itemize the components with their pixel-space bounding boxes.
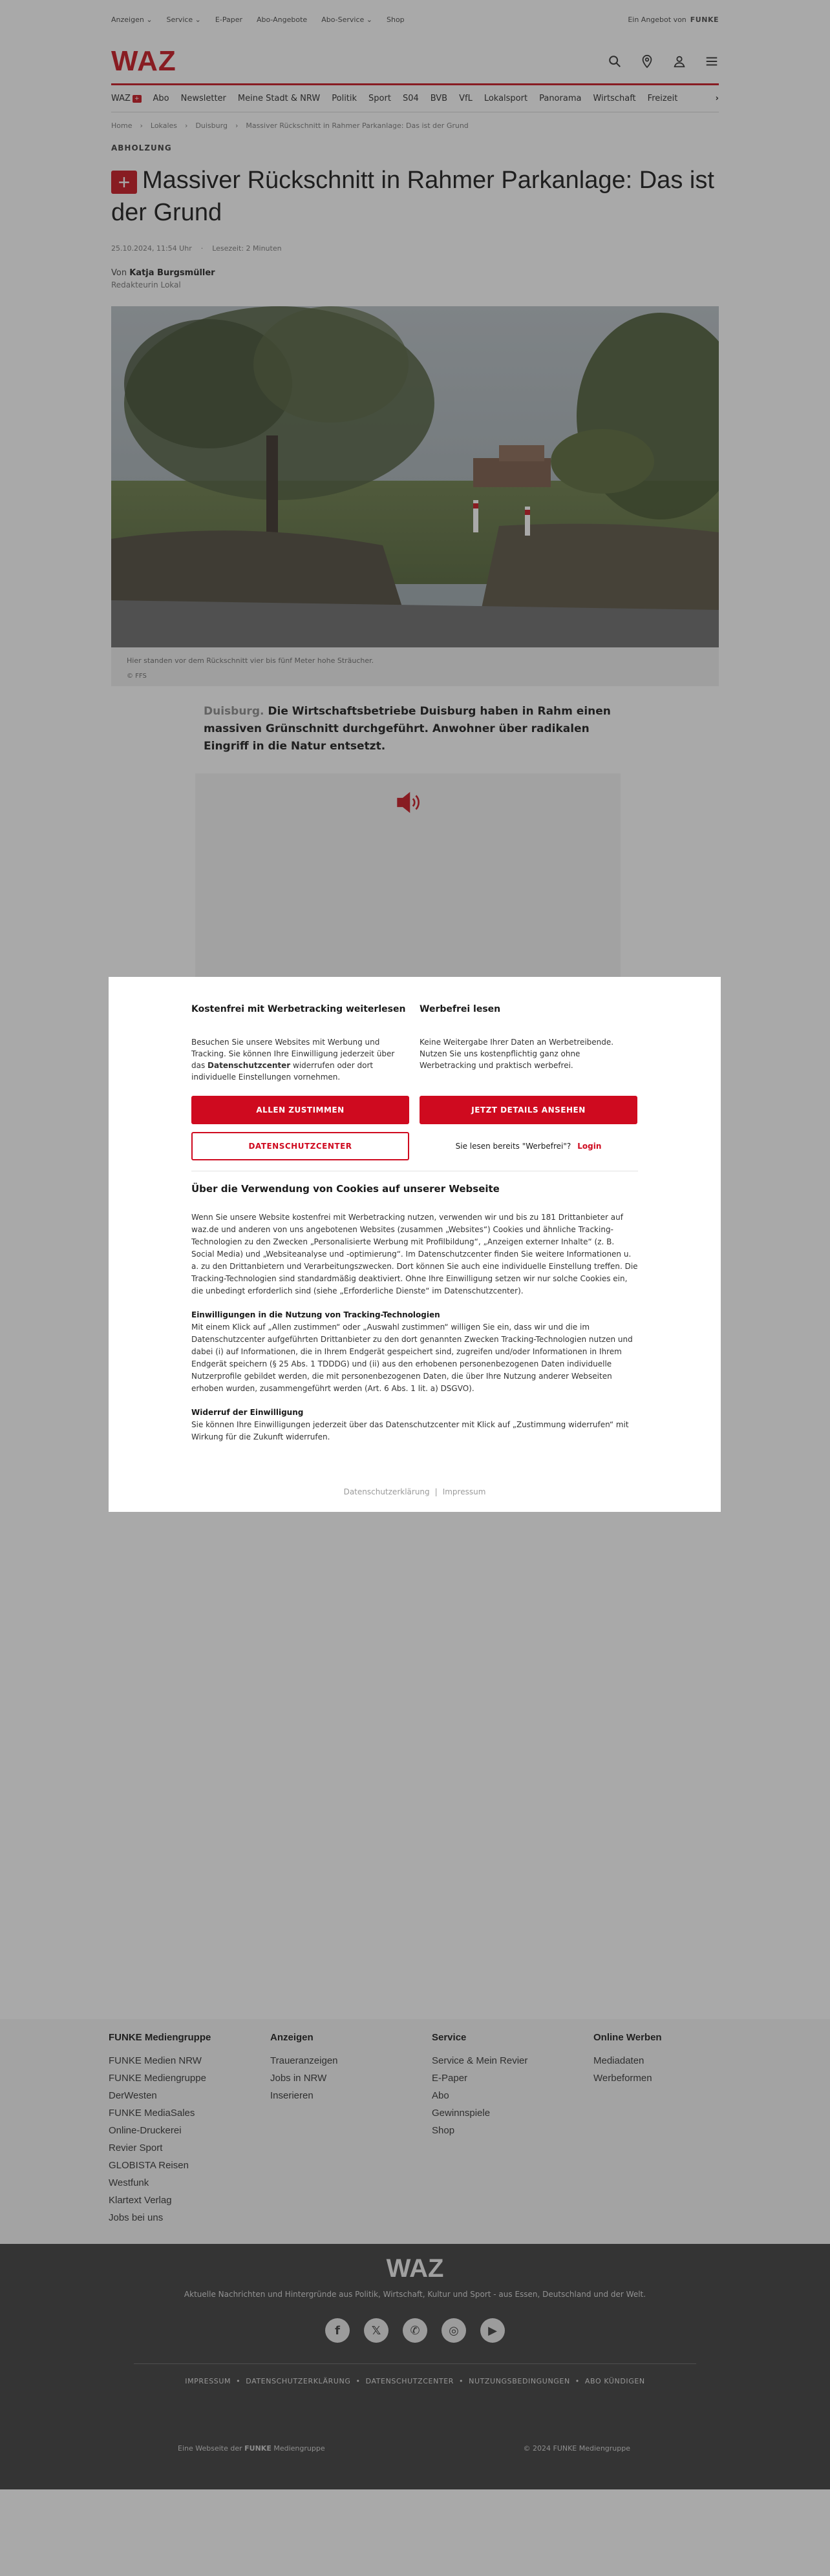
topbar-link[interactable]: Shop [386,15,405,24]
footer-link[interactable]: FUNKE Medien NRW [109,2055,202,2066]
breadcrumb-item[interactable]: Lokales [150,121,178,130]
footer-link[interactable]: FUNKE Mediengruppe [109,2073,206,2084]
datenschutzcenter-link[interactable]: Datenschutzcenter [208,1061,291,1070]
topbar-link[interactable]: Anzeigen ⌄ [111,15,153,24]
nav-item[interactable]: S04 [402,94,419,103]
plus-badge: + [133,95,142,103]
cookie-info-text: Wenn Sie unsere Website kostenfrei mit Werbetracking nutzen, verwenden wir und bis zu 181 Drittanbieter auf waz.de und anderen von uns angebotenen Websites (zusammen „Websites“) Cookies und ähnliche Tracking-Technologien zu den Zwecken „Personalisierte Werbung mit Profilbildung“, „Anzeigen externer Inhalte“ (z. B. Social Media) und „Websiteanalyse und -optimierung“. Im Datenschutzcenter finden Sie weitere Informationen u. a. zu den Drittanbietern und Verarbeitungszwecken. Dort können Sie auch eine individuelle Einstellung treffen. Die Tracking-Technologien sind standardmäßig deaktiviert. Ohne Ihre Einwilligung setzen wir nur solche Cookies ein, die unbedingt erforderlich sind (siehe „Erforderliche Dienste“ im Datenschutzcenter). [191,1213,638,1295]
revocation-text: Widerruf der Einwilligung Sie können Ihre Einwilligungen jederzeit über das Datenschutzcenter mit Klick auf „Zustimmung widerrufen“ mit Wirkung für die Zukunft widerrufen. [191,1408,629,1441]
nav-item[interactable]: Panorama [539,94,582,103]
footer-link[interactable]: Werbeformen [593,2073,652,2084]
topbar-link[interactable]: Abo-Service ⌄ [321,15,372,24]
footer-column-title: Anzeigen [270,2032,314,2043]
footer-link[interactable]: Traueranzeigen [270,2055,338,2066]
privacy-policy-link[interactable]: Datenschutzerklärung [343,1487,430,1496]
topbar-link[interactable]: Service ⌄ [166,15,201,24]
photo-credit: © FFS [127,673,147,680]
imprint-link[interactable]: Impressum [442,1487,486,1496]
footer-link[interactable]: Online-Druckerei [109,2125,182,2136]
footer-column-title: FUNKE Mediengruppe [109,2032,211,2043]
footer-separator: | [434,1487,438,1496]
footer-link[interactable]: Jobs in NRW [270,2073,327,2084]
footer-link[interactable]: Westfunk [109,2177,149,2188]
nav-item[interactable]: Politik [332,94,357,103]
footer-link[interactable]: Klartext Verlag [109,2195,172,2206]
footer-column-title: Online Werben [593,2032,662,2043]
breadcrumb-separator: › [140,121,143,130]
already-subscribed-row: Sie lesen bereits "Werbefrei"? Login [420,1132,637,1160]
consent-option-text: Keine Weitergabe Ihrer Daten an Werbetreibende. Nutzen Sie uns kostenpflichtig ganz ohne Werbetracking und praktisch werbefrei. [420,1038,614,1070]
nav-item[interactable]: Abo [153,94,169,103]
consent-option-title: Kostenfrei mit Werbetracking weiterlesen [191,1004,406,1014]
legal-link-datenschutz[interactable]: DATENSCHUTZERKLÄRUNG [246,2377,351,2385]
waz-logo[interactable]: WAZ [111,45,176,77]
footer-link[interactable]: Mediadaten [593,2055,644,2066]
footer-link[interactable]: DerWesten [109,2090,157,2101]
article-title: + Massiver Rückschnitt in Rahmer Parkanlage: Das ist der Grund [111,167,714,226]
legal-link-datenschutzcenter[interactable]: DATENSCHUTZCENTER [365,2377,454,2385]
article-lead: Duisburg. Die Wirtschaftsbetriebe Duisburg haben in Rahm einen massiven Grünschnitt durchgeführt. Anwohner über radikalen Eingriff in die Natur entsetzt. [204,705,611,753]
nav-item[interactable]: Newsletter [180,94,226,103]
consent-option-tracking [191,998,409,1083]
breadcrumb-separator: › [185,121,188,130]
legal-separator: • [459,2377,464,2385]
nav-item[interactable]: Meine Stadt & NRW [237,94,321,103]
breadcrumb-item[interactable]: Duisburg [195,121,228,130]
consent-option-adfree [420,998,637,1083]
footer-waz-logo[interactable]: WAZ [386,2254,444,2283]
whatsapp-icon[interactable]: ✆ [403,2318,427,2343]
legal-separator: • [575,2377,580,2385]
x-twitter-icon[interactable]: 𝕏 [364,2318,388,2343]
privacy-center-button[interactable]: DATENSCHUTZCENTER [191,1132,409,1160]
caption-text: Hier standen vor dem Rückschnitt vier bis fünf Meter hohe Sträucher. [127,656,374,665]
dateline: Duisburg. [204,705,264,718]
footer-link[interactable]: Abo [432,2090,449,2101]
consent-option-text: Besuchen Sie unsere Websites mit Werbung und Tracking. Sie können Ihre Einwilligung jederzeit über das Datenschutzcenter widerrufen oder dort individuelle Einstellungen vornehmen. [191,1038,395,1082]
meta-separator: · [200,244,204,253]
nav-item[interactable]: Wirtschaft [593,94,636,103]
funke-logo: FUNKE [690,15,719,24]
legal-separator: • [356,2377,361,2385]
offer-prefix: Ein Angebot von [628,15,686,24]
footer-tagline: Aktuelle Nachrichten und Hintergründe aus Politik, Wirtschaft, Kultur und Sport - aus Essen, Deutschland und der Welt. [184,2290,646,2299]
site-owner-note: Eine Webseite der FUNKE Mediengruppe [178,2444,325,2453]
footer-link[interactable]: Revier Sport [109,2142,163,2153]
reading-time: Lesezeit: 2 Minuten [212,244,282,253]
footer-link[interactable]: Inserieren [270,2090,314,2101]
nav-item[interactable]: Lokalsport [484,94,528,103]
legal-link-impressum[interactable]: IMPRESSUM [185,2377,231,2385]
facebook-icon[interactable]: f [325,2318,350,2343]
nav-item[interactable]: BVB [430,94,448,103]
legal-separator: • [236,2377,241,2385]
dialog-footer-links [109,1487,721,1496]
footer-link[interactable]: Service & Mein Revier [432,2055,528,2066]
legal-link-nutzungsbedingungen[interactable]: NUTZUNGSBEDINGUNGEN [469,2377,570,2385]
author-name[interactable]: Katja Burgsmüller [129,268,215,278]
footer-link[interactable]: FUNKE MediaSales [109,2108,195,2119]
article-kicker: ABHOLZUNG [111,143,172,152]
footer-column-title: Service [432,2032,467,2043]
nav-scroll-right-icon[interactable]: › [715,94,719,103]
legal-link-abo-kuendigen[interactable]: ABO KÜNDIGEN [584,2377,645,2385]
footer-link[interactable]: GLOBISTA Reisen [109,2160,189,2171]
consent-usage-text: Einwilligungen in die Nutzung von Tracking-Technologien Mit einem Klick auf „Allen zustimmen“ oder „Auswahl zustimmen“ willigen Sie ein, dass wir und die im Datenschutzcenter aufgeführten Drittanbieter zu den dort genannten Zwecken Tracking-Technologien nutzen und dabei (i) auf Informationen, die in Ihrem Endgerät gespeichert sind, zugreifen und/oder Informationen in Ihrem Endgerät speichern (§ 25 Abs. 1 TDDDG) und (ii) aus den erhobenen personenbezogenen Daten individuelle Nutzerprofile gebildet werden, die mit personenbezogenen Daten, die über Ihre Nutzung anderer Webseiten erhoben wurden, zusammengeführt werden (Art. 6 Abs. 1 lit. a) DSGVO). [191,1310,633,1393]
breadcrumb-current: Massiver Rückschnitt in Rahmer Parkanlage: Das ist der Grund [246,121,469,130]
cookie-info-heading: Über die Verwendung von Cookies auf unserer Webseite [191,1183,500,1195]
accept-all-button[interactable]: ALLEN ZUSTIMMEN [191,1096,409,1124]
topbar-link[interactable]: E-Paper [215,15,242,24]
topbar-link[interactable]: Abo-Angebote [256,15,308,24]
breadcrumb-separator: › [235,121,239,130]
consent-option-title: Werbefrei lesen [420,1004,501,1014]
footer-link[interactable]: Gewinnspiele [432,2108,491,2119]
author-line: Von Katja Burgsmüller [111,268,215,278]
breadcrumb-item[interactable]: Home [111,121,133,130]
view-details-button[interactable]: JETZT DETAILS ANSEHEN [420,1096,637,1124]
nav-item-waz[interactable]: WAZ + [111,94,142,103]
author-role: Redakteurin Lokal [111,280,181,289]
copyright: © 2024 FUNKE Mediengruppe [523,2444,630,2453]
login-link[interactable]: Login [577,1142,602,1151]
cookie-consent-dialog [109,977,721,1512]
nav-item[interactable]: Freizeit [647,94,678,103]
instagram-icon[interactable]: ◎ [442,2318,466,2343]
footer-link[interactable]: Shop [432,2125,455,2136]
plus-article-badge: + [111,171,137,194]
nav-item[interactable]: Sport [368,94,391,103]
footer-link[interactable]: Jobs bei uns [109,2212,164,2223]
youtube-icon[interactable]: ▶ [480,2318,505,2343]
publish-date: 25.10.2024, 11:54 Uhr [111,244,192,253]
footer-link[interactable]: E-Paper [432,2073,468,2084]
nav-item[interactable]: VfL [459,94,473,103]
